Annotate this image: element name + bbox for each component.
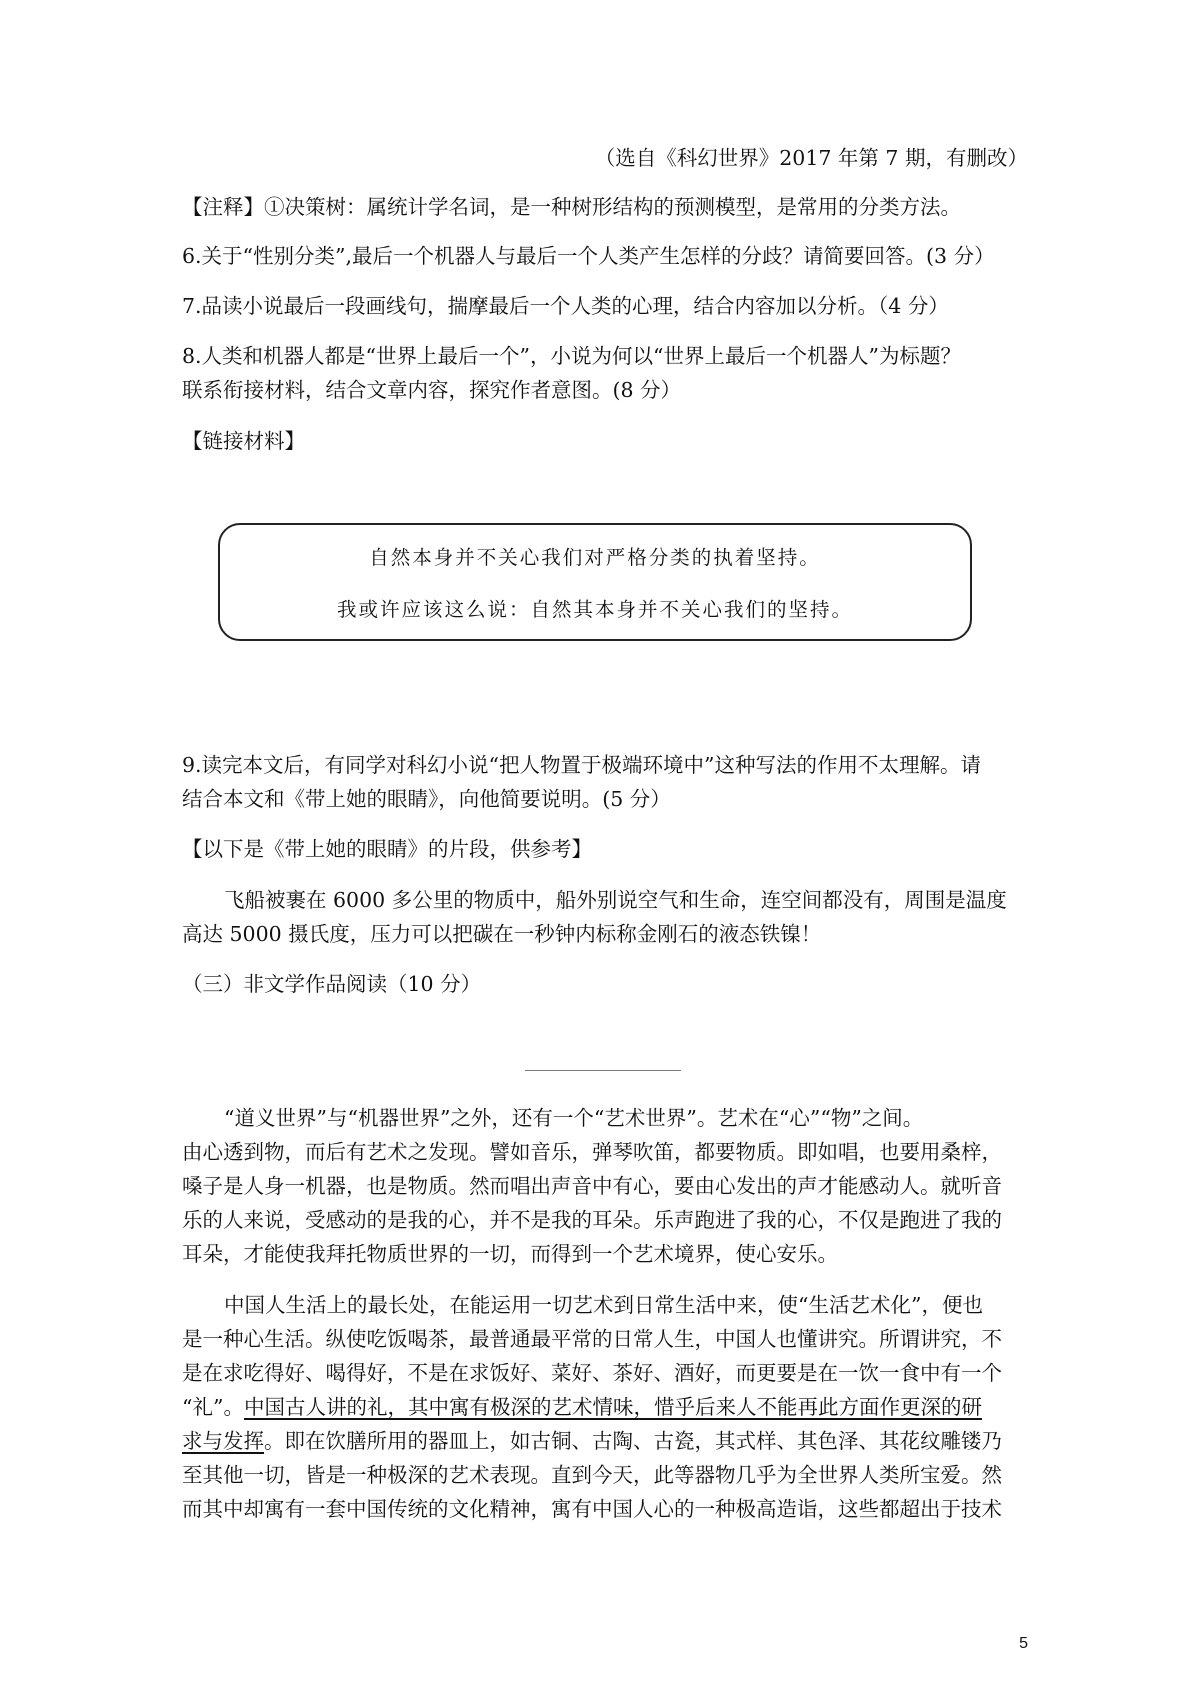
question-7: 7.品读小说最后一段画线句，揣摩最后一个人类的心理，结合内容加以分析。（4 分） xyxy=(182,294,949,318)
excerpt-line-1: 飞船被裹在 6000 多公里的物质中，船外别说空气和生命，连空间都没有，周围是温度 xyxy=(224,888,1007,912)
paragraph-2-line-6: 至其他一切，皆是一种极深的艺术表现。直到今天，此等器物几乎为全世界人类所宝爱。然 xyxy=(182,1463,1002,1487)
page-number: 5 xyxy=(1019,1635,1028,1652)
question-8-line-1: 8.人类和机器人都是“世界上最后一个”，小说为何以“世界上最后一个机器人”为标题？ xyxy=(182,344,961,368)
paragraph-2-line-5-rest: 。即在饮膳所用的器皿上，如古铜、古陶、古瓷，其式样、其色泽、其花纹雕镂乃 xyxy=(264,1429,1002,1453)
link-material-line-2: 我或许应该这么说：自然其本身并不关心我们的坚持。 xyxy=(336,598,853,621)
question-9-line-2: 结合本文和《带上她的眼睛》，向他简要说明。(5 分） xyxy=(182,787,671,811)
paragraph-1-line-1: “道义世界”与“机器世界”之外，还有一个“艺术世界”。艺术在“心”“物”之间。 xyxy=(224,1106,924,1130)
paragraph-1-line-4: 乐的人来说，受感动的是我的心，并不是我的耳朵。乐声跑进了我的心，不仅是跑进了我的 xyxy=(182,1208,1002,1232)
link-material-heading: 【链接材料】 xyxy=(182,429,305,453)
question-6: 6.关于“性别分类”,最后一个机器人与最后一个人类产生怎样的分歧？请简要回答。(3 分） xyxy=(182,244,995,268)
paragraph-2-line-5 xyxy=(182,1422,1028,1460)
paragraph-2-line-1: 中国人生活上的最长处，在能运用一切艺术到日常生活中来，使“生活艺术化”，便也 xyxy=(224,1293,983,1317)
paragraph-2-line-2: 是一种心生活。纵使吃饭喝茶，最普通最平常的日常人生，中国人也懂讲究。所谓讲究，不 xyxy=(182,1327,1002,1351)
paragraph-2-line-4 xyxy=(182,1388,1028,1426)
underlined-sentence-part-2: 求与发挥 xyxy=(182,1429,264,1453)
question-9-line-1: 9.读完本文后，有同学对科幻小说“把人物置于极端环境中”这种写法的作用不太理解。请 xyxy=(182,753,982,777)
source-note: （选自《科幻世界》2017 年第 7 期，有删改） xyxy=(594,146,1028,170)
excerpt-line-2: 高达 5000 摄氏度，压力可以把碳在一秒钟内标称金刚石的液态铁镍！ xyxy=(182,922,822,946)
paragraph-2-line-4-start: “礼”。 xyxy=(182,1395,244,1419)
paragraph-2-line-7: 而其中却寓有一套中国传统的文化精神，寓有中国人心的一种极高造诣，这些都超出于技术 xyxy=(182,1497,1002,1521)
question-8-line-2: 联系衔接材料，结合文章内容，探究作者意图。(8 分） xyxy=(182,378,682,402)
title-blank-line xyxy=(525,1070,681,1071)
excerpt-heading: 【以下是《带上她的眼睛》的片段，供参考】 xyxy=(182,837,592,861)
paragraph-1-line-5: 耳朵，才能使我拜托物质世界的一切，而得到一个艺术境界，使心安乐。 xyxy=(182,1242,838,1266)
link-material-line-1: 自然本身并不关心我们对严格分类的执着坚持。 xyxy=(369,546,821,569)
annotation-note: 【注释】①决策树：属统计学名词，是一种树形结构的预测模型，是常用的分类方法。 xyxy=(182,195,961,219)
underlined-sentence-part-1: 中国古人讲的礼，其中寓有极深的艺术情味，惜乎后来人不能再此方面作更深的研 xyxy=(243,1395,982,1419)
paragraph-2-line-3: 是在求吃得好、喝得好，不是在求饭好、菜好、茶好、酒好，而更要是在一饮一食中有一个 xyxy=(182,1361,1002,1385)
section-heading: （三）非文学作品阅读（10 分） xyxy=(182,972,482,996)
link-material-box xyxy=(218,523,972,641)
paragraph-1-line-3: 嗓子是人身一机器，也是物质。然而唱出声音中有心，要由心发出的声才能感动人。就听音 xyxy=(182,1174,1002,1198)
paragraph-1-line-2: 由心透到物，而后有艺术之发现。譬如音乐，弹琴吹笛，都要物质。即如唱，也要用桑梓， xyxy=(182,1140,1002,1164)
